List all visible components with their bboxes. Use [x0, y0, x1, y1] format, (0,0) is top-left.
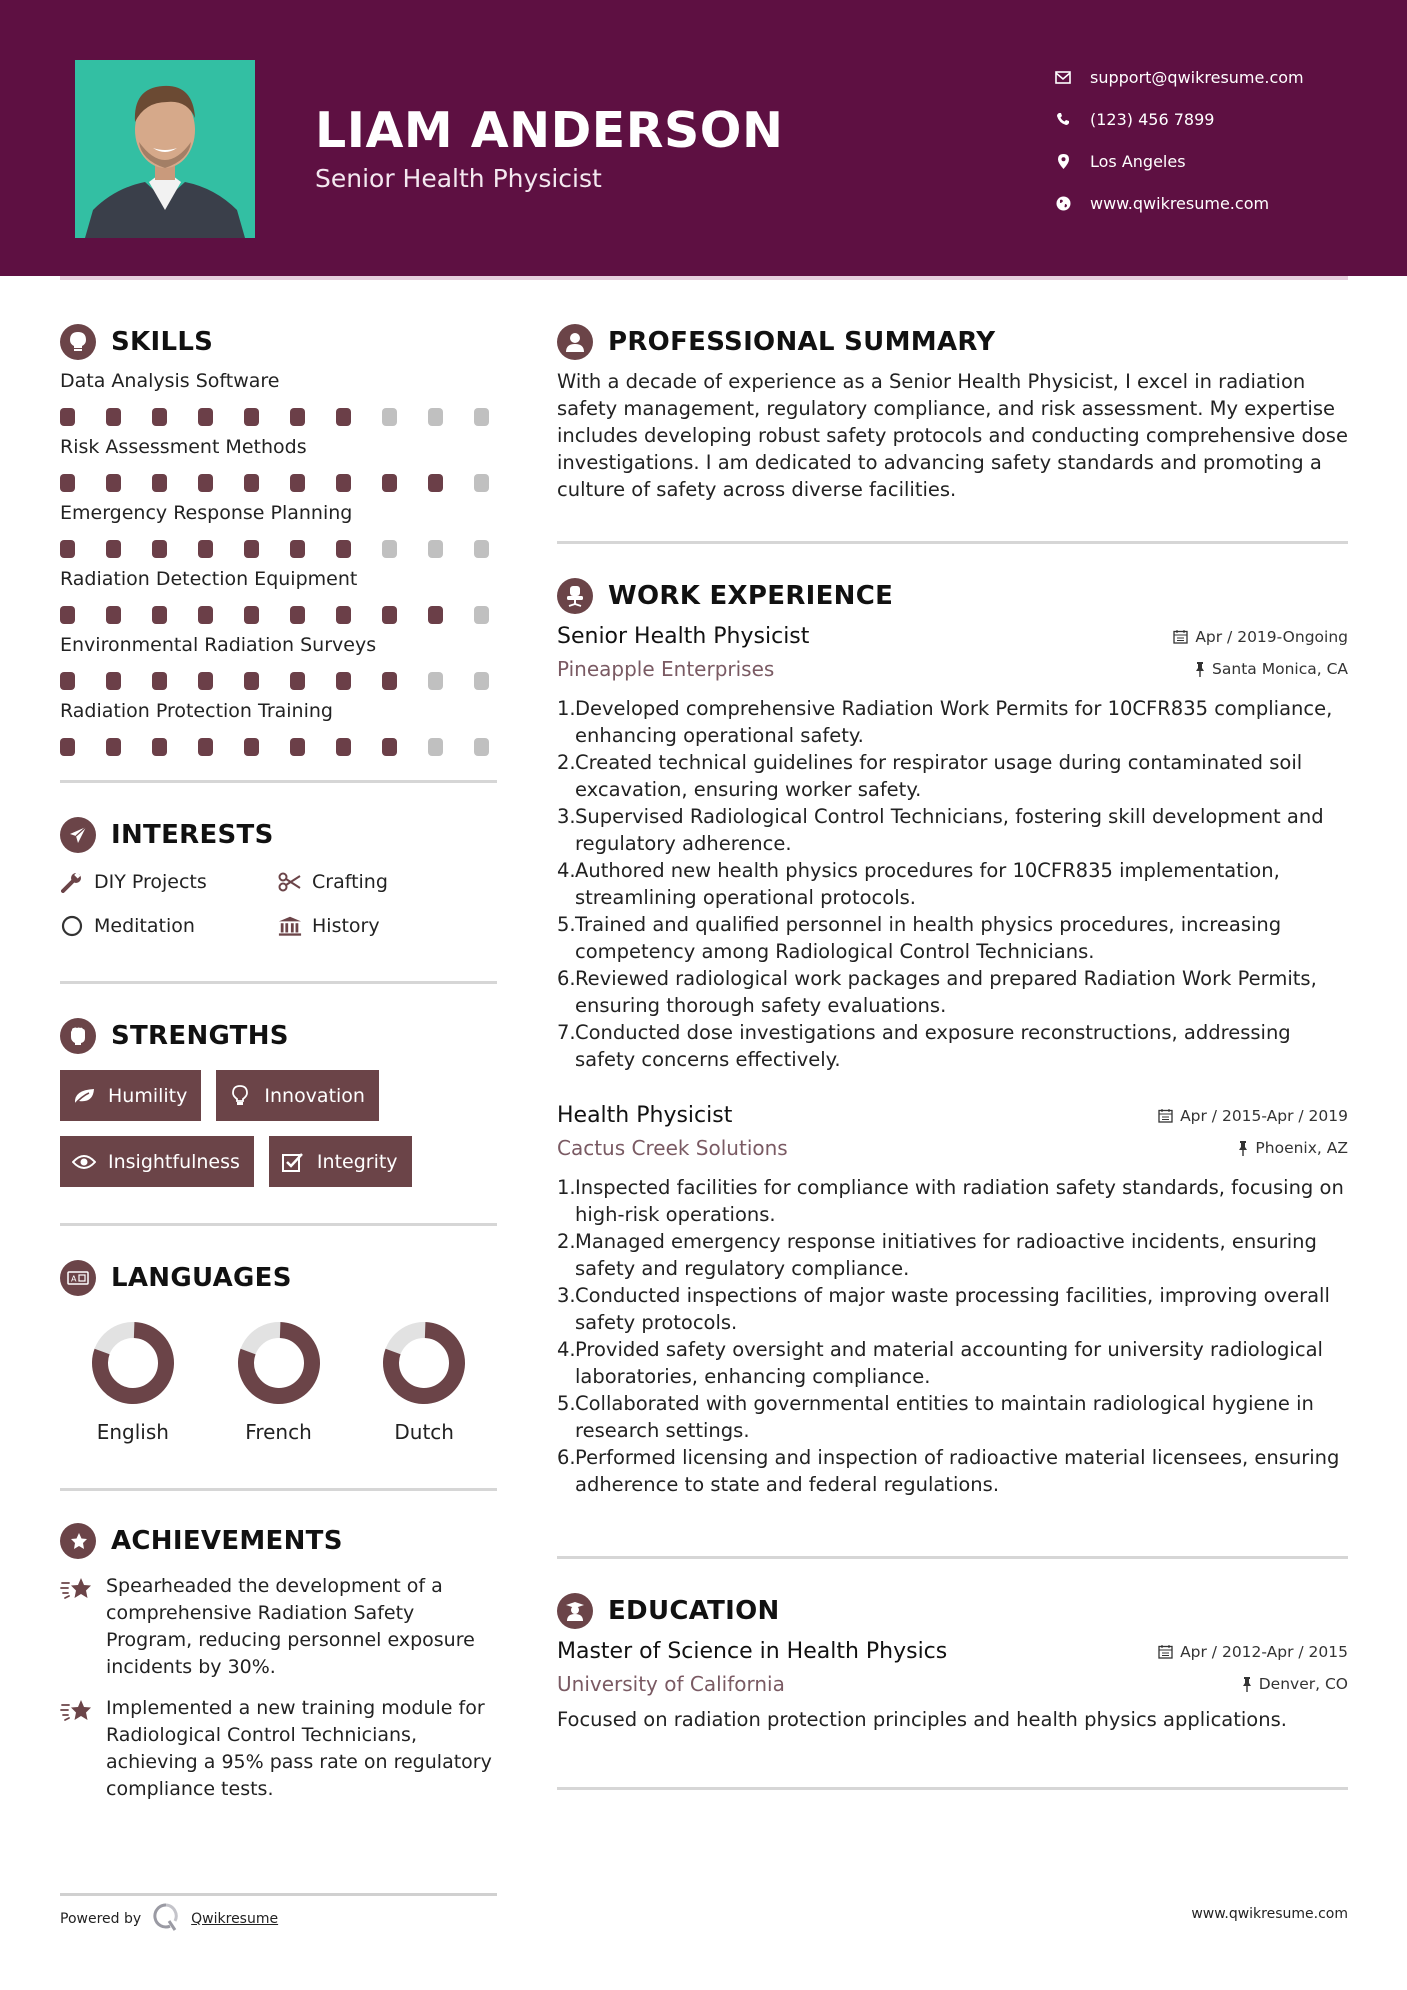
- job-company-row: [557, 657, 1348, 681]
- section-divider: [60, 981, 497, 984]
- bullet-number: 1.: [557, 697, 576, 720]
- bullet-text: Managed emergency response initiatives for radioactive incidents, ensuring safety and regulatory compliance.: [575, 1230, 1317, 1280]
- bullet-text: Inspected facilities for compliance with radiation safety standards, focusing on high-risk operations.: [575, 1176, 1344, 1226]
- bullet-text: Collaborated with governmental entities to maintain radiological hygiene in research settings.: [575, 1392, 1314, 1442]
- profile-photo: [75, 60, 255, 238]
- job-location-text: Phoenix, AZ: [1255, 1139, 1348, 1157]
- contact-phone[interactable]: [1052, 98, 1304, 140]
- language-donut-chart: [236, 1320, 322, 1406]
- job-header-row: [557, 1103, 1348, 1128]
- interest-label: Meditation: [94, 915, 195, 937]
- qwikresume-logo-icon: [153, 1903, 179, 1935]
- achievement-text: Implemented a new training module for Radiological Control Technicians, achieving a 95% pass rate on regulatory compliance tests.: [106, 1697, 492, 1800]
- job-bullet: [557, 695, 1348, 749]
- lightbulb-icon: [60, 324, 96, 360]
- rating-dot-filled: [60, 738, 75, 756]
- rating-dot-filled: [290, 606, 305, 624]
- rating-dot-empty: [474, 606, 489, 624]
- bullet-text: Developed comprehensive Radiation Work Permits for 10CFR835 compliance, enhancing operational safety.: [575, 697, 1333, 747]
- rating-dot-empty: [474, 408, 489, 426]
- bullet-text: Provided safety oversight and material accounting for university radiological laboratories, enhancing compliance.: [575, 1338, 1323, 1388]
- skill-rating: [60, 738, 497, 756]
- rating-dot-filled: [60, 540, 75, 558]
- strengths-section: [60, 1014, 497, 1187]
- rating-dot-filled: [290, 408, 305, 426]
- rating-dot-filled: [60, 474, 75, 492]
- rating-dot-filled: [290, 540, 305, 558]
- interests-heading: [60, 813, 497, 857]
- job-bullets: [557, 695, 1348, 1073]
- job-bullet: [557, 911, 1348, 965]
- degree-name: Master of Science in Health Physics: [557, 1639, 948, 1664]
- skill-rating: [60, 474, 497, 492]
- rating-dot-filled: [336, 540, 351, 558]
- interests-section: [60, 813, 497, 941]
- bullet-text: Created technical guidelines for respirator usage during contaminated soil excavation, ensuring worker safety.: [575, 751, 1303, 801]
- phone-icon: [1052, 108, 1074, 130]
- rating-dot-filled: [336, 408, 351, 426]
- rating-dot-filled: [382, 474, 397, 492]
- job-bullet: [557, 1174, 1348, 1228]
- section-divider: [557, 541, 1348, 544]
- rating-dot-filled: [198, 606, 213, 624]
- wrench-icon: [60, 870, 84, 894]
- rating-dot-filled: [106, 738, 121, 756]
- bullet-number: 5.: [557, 1392, 576, 1415]
- shooting-star-icon: [60, 1697, 94, 1725]
- rating-dot-filled: [198, 540, 213, 558]
- job-dates-text: Apr / 2015-Apr / 2019: [1180, 1106, 1348, 1125]
- rating-dot-filled: [106, 408, 121, 426]
- leaf-icon: [72, 1084, 96, 1108]
- education-location-text: Denver, CO: [1258, 1675, 1348, 1693]
- rating-dot-filled: [198, 672, 213, 690]
- section-divider: [557, 1787, 1348, 1790]
- job-bullet: [557, 1336, 1348, 1390]
- skill-name: Environmental Radiation Surveys: [60, 634, 377, 656]
- bullet-number: 1.: [557, 1176, 576, 1199]
- bullet-number: 3.: [557, 805, 576, 828]
- language-label: French: [245, 1420, 312, 1444]
- job-title: Senior Health Physicist: [557, 624, 810, 649]
- interest-item: [278, 867, 478, 897]
- rating-dot-filled: [290, 672, 305, 690]
- languages-title: LANGUAGES: [111, 1263, 292, 1293]
- rating-dot-filled: [198, 408, 213, 426]
- job-dates: [1158, 1107, 1348, 1125]
- bullet-number: 2.: [557, 751, 576, 774]
- globe-icon: [1052, 192, 1074, 214]
- company-name: Pineapple Enterprises: [557, 657, 775, 681]
- rating-dot-filled: [336, 672, 351, 690]
- lightbulb-icon: [228, 1084, 252, 1108]
- skill-name: Data Analysis Software: [60, 370, 280, 392]
- bullet-text: Trained and qualified personnel in health physics procedures, increasing competency among Radiological Control Technicians.: [575, 913, 1282, 963]
- rating-dot-filled: [106, 474, 121, 492]
- contact-phone-text: (123) 456 7899: [1090, 109, 1215, 129]
- interest-item: [278, 911, 478, 941]
- skill-name: Radiation Protection Training: [60, 700, 333, 722]
- bullet-number: 5.: [557, 913, 576, 936]
- bullet-text: Authored new health physics procedures for 10CFR835 implementation, streamlining operational protocols.: [575, 859, 1280, 909]
- rating-dot-filled: [152, 540, 167, 558]
- interest-label: DIY Projects: [94, 871, 207, 893]
- education-dates: [1158, 1643, 1348, 1661]
- rating-dot-empty: [428, 540, 443, 558]
- language-icon: [60, 1260, 96, 1296]
- footer-divider: [60, 1893, 497, 1896]
- circle-icon: [60, 914, 84, 938]
- interest-label: History: [312, 915, 380, 937]
- rating-dot-filled: [290, 738, 305, 756]
- job-header-row: [557, 624, 1348, 649]
- summary-text: With a decade of experience as a Senior Health Physicist, I excel in radiation safety management, regulatory compliance, and risk assessment. My expertise includes developing robust safety protocols and conducting comprehensive dose investigations. I am dedicated to advancing safety standards and promoting a culture of safety across diverse facilities.: [557, 370, 1348, 501]
- bullet-number: 6.: [557, 967, 576, 990]
- rating-dot-filled: [152, 606, 167, 624]
- language-item: [60, 1320, 206, 1444]
- languages-list: [60, 1320, 497, 1444]
- skills-section: [60, 320, 497, 756]
- skills-list: [60, 370, 497, 756]
- job-location: [1238, 1139, 1348, 1157]
- rating-dot-filled: [382, 738, 397, 756]
- rating-dot-empty: [428, 738, 443, 756]
- rating-dot-filled: [60, 408, 75, 426]
- rating-dot-filled: [244, 672, 259, 690]
- skill-name: Risk Assessment Methods: [60, 436, 307, 458]
- rating-dot-empty: [474, 474, 489, 492]
- rating-dot-empty: [428, 408, 443, 426]
- contact-email-text: support@qwikresume.com: [1090, 67, 1304, 87]
- candidate-name: LIAM ANDERSON: [315, 102, 784, 159]
- job-title: Health Physicist: [557, 1103, 733, 1128]
- summary-section: [557, 320, 1348, 503]
- star-badge-icon: [60, 1523, 96, 1559]
- experience-heading: [557, 574, 1348, 618]
- job-bullet: [557, 749, 1348, 803]
- rating-dot-filled: [60, 672, 75, 690]
- rating-dot-empty: [382, 540, 397, 558]
- rating-dot-filled: [60, 606, 75, 624]
- rating-dot-filled: [106, 540, 121, 558]
- rating-dot-filled: [198, 474, 213, 492]
- bullet-text: Conducted inspections of major waste processing facilities, improving overall safety protocols.: [575, 1284, 1330, 1334]
- strength-label: Insightfulness: [108, 1150, 240, 1173]
- contact-email[interactable]: [1052, 56, 1304, 98]
- experience-title: WORK EXPERIENCE: [608, 581, 894, 611]
- achievements-title: ACHIEVEMENTS: [111, 1526, 343, 1556]
- summary-heading: [557, 320, 1348, 364]
- rating-dot-empty: [474, 672, 489, 690]
- skill-name: Radiation Detection Equipment: [60, 568, 358, 590]
- language-item: [351, 1320, 497, 1444]
- bullet-number: 4.: [557, 1338, 576, 1361]
- rating-dot-filled: [290, 474, 305, 492]
- language-label: Dutch: [394, 1420, 454, 1444]
- languages-section: [60, 1256, 497, 1444]
- rating-dot-empty: [474, 540, 489, 558]
- job-bullets: [557, 1174, 1348, 1498]
- interest-label: Crafting: [312, 871, 388, 893]
- company-name: Cactus Creek Solutions: [557, 1136, 788, 1160]
- job-bullet: [557, 857, 1348, 911]
- bullet-number: 6.: [557, 1446, 576, 1469]
- rating-dot-filled: [152, 408, 167, 426]
- footer-powered-by: [60, 1903, 278, 1935]
- rating-dot-filled: [428, 474, 443, 492]
- job-location-text: Santa Monica, CA: [1212, 660, 1348, 678]
- envelope-icon: [1052, 66, 1074, 88]
- rating-dot-filled: [198, 738, 213, 756]
- job-dates: [1173, 628, 1348, 646]
- experience-section: [557, 574, 1348, 1498]
- job-entry: [557, 624, 1348, 1073]
- section-divider: [60, 1488, 497, 1491]
- section-divider: [557, 1556, 1348, 1559]
- contact-list: [1052, 56, 1304, 224]
- education-dates-text: Apr / 2012-Apr / 2015: [1180, 1642, 1348, 1661]
- job-bullet: [557, 803, 1348, 857]
- bullet-number: 7.: [557, 1021, 576, 1044]
- job-bullet: [557, 1019, 1348, 1073]
- bullet-text: Performed licensing and inspection of radioactive material licensees, ensuring adherence to state and federal regulations.: [575, 1446, 1340, 1496]
- museum-icon: [278, 914, 302, 938]
- education-section: [557, 1589, 1348, 1731]
- bullet-number: 4.: [557, 859, 576, 882]
- pushpin-icon: [1238, 1141, 1248, 1156]
- skills-heading: [60, 320, 497, 364]
- rating-dot-filled: [336, 606, 351, 624]
- user-icon: [557, 324, 593, 360]
- skill-rating: [60, 606, 497, 624]
- strength-badge: [269, 1136, 412, 1187]
- job-list: [557, 624, 1348, 1498]
- job-dates-text: Apr / 2019-Ongoing: [1195, 627, 1348, 646]
- strength-badge: [216, 1070, 379, 1121]
- rating-dot-filled: [336, 474, 351, 492]
- rating-dot-filled: [106, 606, 121, 624]
- job-location: [1195, 660, 1348, 678]
- language-donut-chart: [90, 1320, 176, 1406]
- strengths-heading: [60, 1014, 497, 1058]
- header-divider: [60, 276, 1348, 280]
- strengths-list: [60, 1070, 497, 1187]
- summary-title: PROFESSIONAL SUMMARY: [608, 327, 996, 357]
- interest-item: [60, 911, 278, 941]
- language-label: English: [96, 1420, 169, 1444]
- achievement-item: [60, 1573, 497, 1681]
- calendar-icon: [1158, 1644, 1173, 1659]
- bullet-number: 2.: [557, 1230, 576, 1253]
- fist-icon: [60, 1018, 96, 1054]
- left-column: [60, 320, 497, 1803]
- section-divider: [60, 1223, 497, 1226]
- paper-plane-icon: [60, 817, 96, 853]
- education-location: [1242, 1675, 1348, 1693]
- interest-item: [60, 867, 278, 897]
- rating-dot-filled: [244, 606, 259, 624]
- qwikresume-link[interactable]: Qwikresume: [191, 1911, 279, 1927]
- footer-website-link[interactable]: www.qwikresume.com: [1191, 1906, 1348, 1922]
- resume-header: [0, 0, 1407, 276]
- powered-by-text: Powered by: [60, 1911, 142, 1927]
- calendar-icon: [1173, 629, 1188, 644]
- rating-dot-filled: [106, 672, 121, 690]
- rating-dot-filled: [244, 474, 259, 492]
- eye-icon: [72, 1150, 96, 1174]
- rating-dot-filled: [244, 738, 259, 756]
- job-bullet: [557, 1444, 1348, 1498]
- education-row: [557, 1672, 1348, 1696]
- education-description: Focused on radiation protection principles and health physics applications.: [557, 1708, 1287, 1731]
- skill-rating: [60, 672, 497, 690]
- strength-label: Innovation: [264, 1084, 365, 1107]
- strength-badge: [60, 1136, 254, 1187]
- achievement-item: [60, 1695, 497, 1803]
- contact-location-text: Los Angeles: [1090, 151, 1186, 171]
- bullet-text: Reviewed radiological work packages and prepared Radiation Work Permits, ensuring thorough safety evaluations.: [575, 967, 1317, 1017]
- school-name: University of California: [557, 1672, 785, 1696]
- bullet-text: Conducted dose investigations and exposure reconstructions, addressing safety concerns effectively.: [575, 1021, 1291, 1071]
- rating-dot-filled: [382, 606, 397, 624]
- job-bullet: [557, 1390, 1348, 1444]
- skill-rating: [60, 408, 497, 426]
- pushpin-icon: [1195, 662, 1205, 677]
- languages-heading: [60, 1256, 497, 1300]
- contact-location: [1052, 140, 1304, 182]
- strength-badge: [60, 1070, 201, 1121]
- language-donut-chart: [381, 1320, 467, 1406]
- rating-dot-filled: [382, 672, 397, 690]
- skill-name: Emergency Response Planning: [60, 502, 353, 524]
- pushpin-icon: [1242, 1677, 1252, 1692]
- graduate-icon: [557, 1593, 593, 1629]
- skill-rating: [60, 540, 497, 558]
- office-chair-icon: [557, 578, 593, 614]
- rating-dot-empty: [474, 738, 489, 756]
- job-entry: [557, 1103, 1348, 1498]
- checkbox-icon: [281, 1150, 305, 1174]
- bullet-text: Supervised Radiological Control Technicians, fostering skill development and regulatory adherence.: [575, 805, 1324, 855]
- rating-dot-empty: [428, 672, 443, 690]
- strength-label: Integrity: [316, 1150, 398, 1173]
- language-item: [206, 1320, 352, 1444]
- rating-dot-filled: [152, 738, 167, 756]
- candidate-title: Senior Health Physicist: [315, 164, 602, 193]
- rating-dot-filled: [152, 672, 167, 690]
- interests-title: INTERESTS: [111, 820, 274, 850]
- calendar-icon: [1158, 1108, 1173, 1123]
- education-row: [557, 1639, 1348, 1664]
- job-bullet: [557, 1282, 1348, 1336]
- job-bullet: [557, 1228, 1348, 1282]
- achievements-heading: [60, 1519, 497, 1563]
- contact-website-text: www.qwikresume.com: [1090, 193, 1270, 213]
- job-company-row: [557, 1136, 1348, 1160]
- rating-dot-filled: [336, 738, 351, 756]
- bullet-number: 3.: [557, 1284, 576, 1307]
- contact-website[interactable]: [1052, 182, 1304, 224]
- rating-dot-filled: [244, 540, 259, 558]
- strengths-title: STRENGTHS: [111, 1021, 289, 1051]
- achievements-section: [60, 1519, 497, 1803]
- education-heading: [557, 1589, 1348, 1633]
- rating-dot-empty: [382, 408, 397, 426]
- rating-dot-filled: [244, 408, 259, 426]
- strength-label: Humility: [108, 1084, 188, 1107]
- svg-text:A: A: [71, 1274, 77, 1284]
- achievement-text: Spearheaded the development of a comprehensive Radiation Safety Program, reducing personnel exposure incidents by 30%.: [106, 1575, 475, 1678]
- interests-list: [60, 867, 497, 941]
- section-divider: [60, 780, 497, 783]
- scissors-icon: [278, 870, 302, 894]
- education-title: EDUCATION: [608, 1596, 780, 1626]
- map-marker-icon: [1052, 150, 1074, 172]
- rating-dot-filled: [152, 474, 167, 492]
- rating-dot-filled: [428, 606, 443, 624]
- right-column: [557, 320, 1348, 1790]
- skills-title: SKILLS: [111, 327, 214, 357]
- shooting-star-icon: [60, 1575, 94, 1603]
- job-bullet: [557, 965, 1348, 1019]
